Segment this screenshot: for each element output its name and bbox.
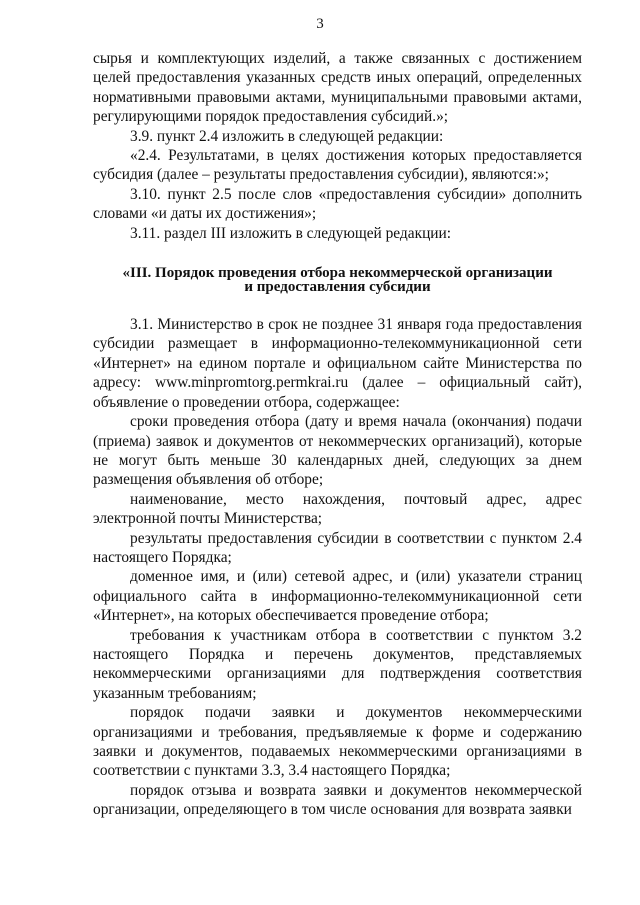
paragraph: 3.10. пункт 2.5 после слов «предоставления субсидии» дополнить словами «и даты их достижения»; (93, 185, 582, 223)
paragraph: сырья и комплектующих изделий, а также связанных с достижением целей предоставления указанных средств иных операций, определенных нормативными правовыми актами, муниципальными правовыми актами, регулирующими порядок предоставления субсидий.»; (93, 50, 582, 126)
document-body (93, 49, 582, 820)
paragraph: порядок подачи заявки и документов некоммерческими организациями и требования, предъявляемые к форме и содержанию заявки и документов, подаваемых некоммерческими организациями в соответствии с пунктами 3.3, 3.4 настоящего Порядка; (93, 704, 582, 780)
paragraph: 3.1. Министерство в срок не позднее 31 января года предоставления субсидии размещает в информационно-телекоммуникационной сети «Интернет» на едином портале и официальном сайте Министерства по адресу: www.minpromtorg.permkrai.ru (далее – официальный сайт), объявление о проведении отбора, содержащее: (93, 316, 582, 411)
paragraph: результаты предоставления субсидии в соответствии с пунктом 2.4 настоящего Порядка; (93, 529, 582, 566)
paragraph: порядок отзыва и возврата заявки и документов некоммерческой организации, определяющего в том числе основания для возврата заявки (93, 781, 582, 819)
paragraph: 3.11. раздел III изложить в следующей редакции: (130, 224, 452, 242)
section-heading-line-2: и предоставления субсидии (244, 279, 431, 296)
paragraph: наименование, место нахождения, почтовый адрес, адрес электронной почты Министерства; (93, 490, 582, 528)
paragraph: доменное имя, и (или) сетевой адрес, и (или) указатели страниц официального сайта в информационно-телекоммуникационной сети «Интернет», на которых обеспечивается проведение отбора; (93, 568, 582, 625)
section-heading-line-1: «III. Порядок проведения отбора некоммерческой организации (122, 265, 553, 282)
page-number: 3 (316, 16, 324, 32)
paragraph: «2.4. Результатами, в целях достижения которых предоставляется субсидия (далее – результаты предоставления субсидии), являются:»; (93, 147, 582, 184)
section-heading (93, 266, 582, 294)
paragraph: сроки проведения отбора (дату и время начала (окончания) подачи (приема) заявок и документов от некоммерческих организаций), которые не могут быть меньше 30 календарных дней, следующих за днем размещения объявления об отборе; (93, 413, 582, 489)
paragraph: 3.9. пункт 2.4 изложить в следующей редакции: (130, 127, 444, 145)
paragraph: требования к участникам отбора в соответствии с пунктом 3.2 настоящего Порядка и перечень документов, представляемых некоммерческими организациями для подтверждения соответствия указанным требованиям; (93, 626, 582, 702)
